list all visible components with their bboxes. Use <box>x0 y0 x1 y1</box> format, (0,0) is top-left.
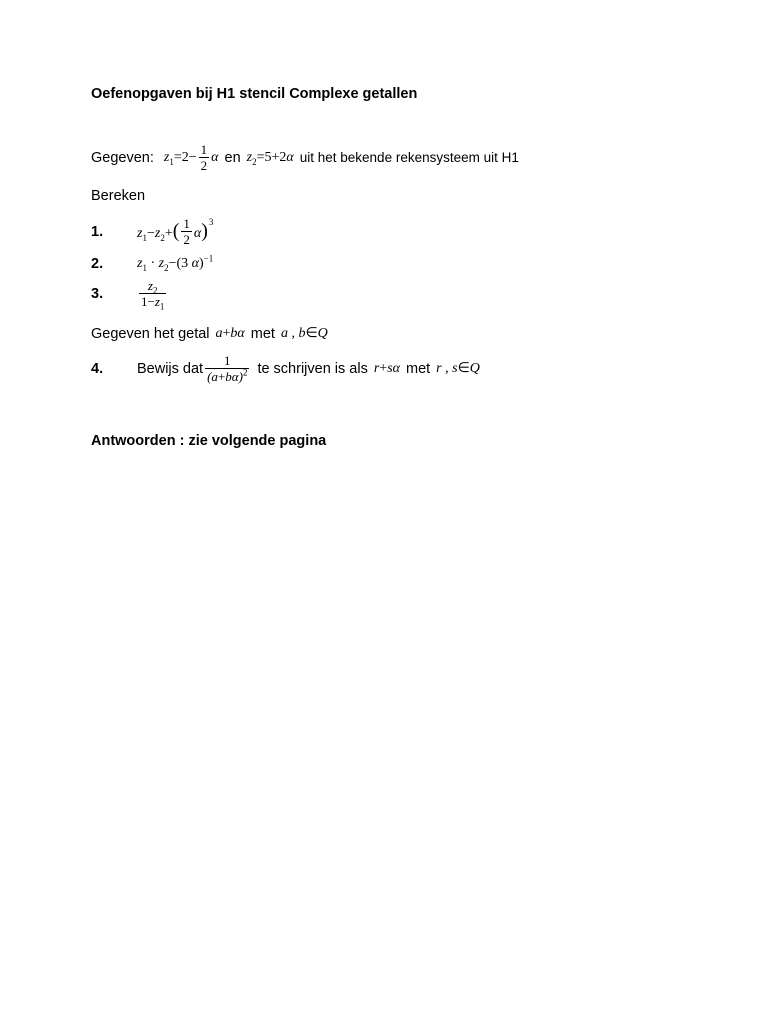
given2-prefix: Gegeven het getal <box>91 325 210 342</box>
given-number-line <box>91 325 328 342</box>
formula-exercise-4: $\frac{1}{(a+b\alpha)^2}$ <box>207 353 248 384</box>
exercise-number: 1. <box>91 223 104 240</box>
formula-ab-in-q: a , b∈Q <box>280 326 328 341</box>
formula-exercise-3: $\frac{z_2}{1-z_1}$ <box>141 278 165 312</box>
answers-note: Antwoorden : zie volgende pagina <box>91 433 327 449</box>
formula-exercise-1: $z_1-z_2+$( <box>137 220 180 243</box>
bereken-label: Bereken <box>91 188 146 204</box>
exercise4-met: met <box>406 360 431 377</box>
given-connector: en <box>224 149 241 166</box>
exercise-number: 4. <box>91 360 104 377</box>
exercise-1: 1. $z_1-z_2+$( $\frac{1}{2}$ α)$^3$ <box>91 216 214 247</box>
formula-exercise-2: $z_1 \cdot z_2-(3$ α)$^{-1}$ <box>137 253 214 273</box>
exercise4-prefix: Bewijs dat <box>137 360 204 377</box>
formula-z2: $z_2=5+2\alpha$ <box>246 149 294 167</box>
given-label: Gegeven: <box>91 149 154 166</box>
page-title: Oefenopgaven bij H1 stencil Complexe getallen <box>91 86 418 102</box>
given2-met: met <box>250 325 275 342</box>
formula-z1: $z_1=2-$ <box>163 149 197 167</box>
exercise-number: 2. <box>91 256 104 272</box>
given-suffix: uit het bekende rekensysteem uit H1 <box>299 150 519 165</box>
exercise-2 <box>91 253 214 273</box>
formula-rs-in-q: r , s∈Q <box>436 361 480 376</box>
exercise-number: 3. <box>91 285 104 302</box>
exercise-3 <box>91 278 168 312</box>
given-line: Gegeven: $z_1=2-$ $\frac{1}{2}$ α en $z_2=5+2\alpha$ uit het bekende rekensysteem uit H1 <box>91 142 519 173</box>
fraction-one-half: $\frac{1}{2}$ <box>200 142 208 173</box>
exercise4-middle: te schrijven is als <box>257 360 368 377</box>
exercise-4 <box>91 353 480 384</box>
formula-r-plus-s-alpha: r+sα <box>373 360 400 376</box>
formula-a-plus-b-alpha: a+bα <box>215 325 245 341</box>
